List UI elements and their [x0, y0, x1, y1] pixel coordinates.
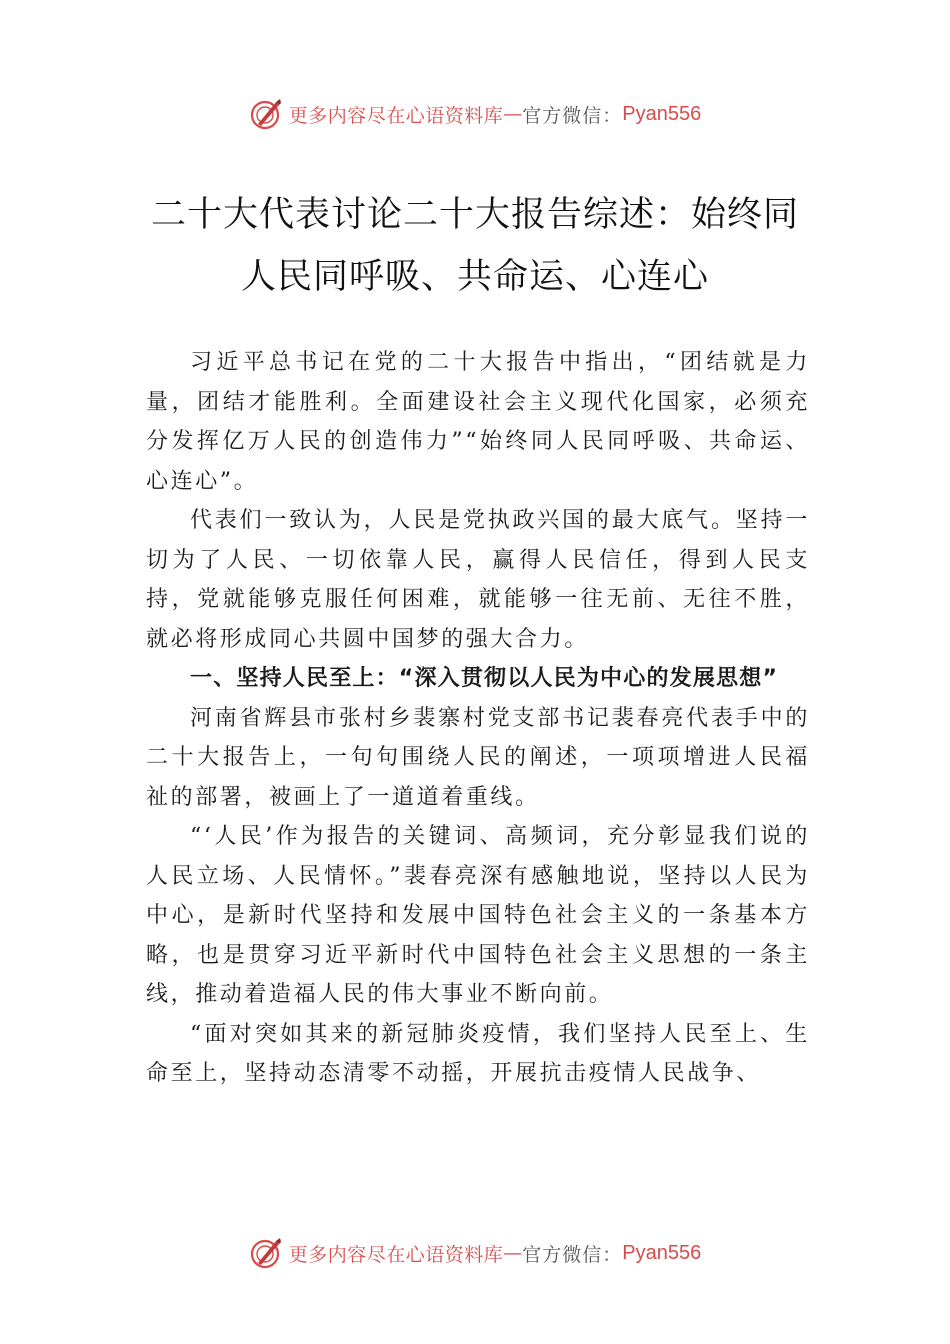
banner-official-label: 官方微信：	[522, 1243, 623, 1266]
paragraph: “‘人民’作为报告的关键词、高频词，充分彰显我们说的人民立场、人民情怀。”裴春亮深有感触地说，坚持以人民为中心，是新时代坚持和发展中国特色社会主义的一条基本方略，也是贯穿习近平新时代中国特色社会主义思想的一条主线，推动着造福人民的伟大事业不断向前。	[146, 824, 810, 1007]
banner-wechat-id: Pyan556	[622, 102, 702, 125]
footer-banner	[0, 1233, 950, 1273]
paragraph: “面对突如其来的新冠肺炎疫情，我们坚持人民至上、生命至上，坚持动态清零不动摇，开展抗击疫情人民战争、	[146, 1021, 810, 1086]
quill-pen-seal-icon	[249, 97, 283, 131]
section-heading: 一、坚持人民至上：“深入贯彻以人民为中心的发展思想”	[190, 666, 779, 691]
banner-library-text: 更多内容尽在心语资料库	[288, 104, 504, 127]
paragraph: 河南省辉县市张村乡裴寨村党支部书记裴春亮代表手中的二十大报告上，一句句围绕人民的阐述，一项项增进人民福祉的部署，被画上了一道道着重线。	[146, 705, 810, 810]
title-line-2: 人民同呼吸、共命运、心连心	[240, 257, 709, 297]
banner-wechat-id: Pyan556	[622, 1241, 702, 1264]
quill-pen-seal-icon	[249, 1236, 283, 1270]
banner-official-label: 官方微信：	[522, 104, 623, 127]
banner-library-text: 更多内容尽在心语资料库	[288, 1243, 504, 1266]
header-banner	[0, 94, 950, 134]
paragraph: 习近平总书记在党的二十大报告中指出，“团结就是力量，团结才能胜利。全面建设社会主义现代化国家，必须充分发挥亿万人民的创造伟力”“始终同人民同呼吸、共命运、心连心”。	[146, 350, 810, 494]
paragraph: 代表们一致认为，人民是党执政兴国的最大底气。坚持一切为了人民、一切依靠人民，赢得人民信任，得到人民支持，党就能够克服任何困难，就能够一往无前、无往不胜， 就必将形成同心共圆中国梦的强大合力。	[146, 508, 810, 652]
title-line-1: 二十大代表讨论二十大报告综述：始终同	[150, 195, 799, 235]
banner-dash: —	[503, 103, 523, 125]
document-body	[146, 343, 810, 1094]
document-title	[110, 184, 840, 308]
banner-dash: —	[503, 1242, 523, 1264]
